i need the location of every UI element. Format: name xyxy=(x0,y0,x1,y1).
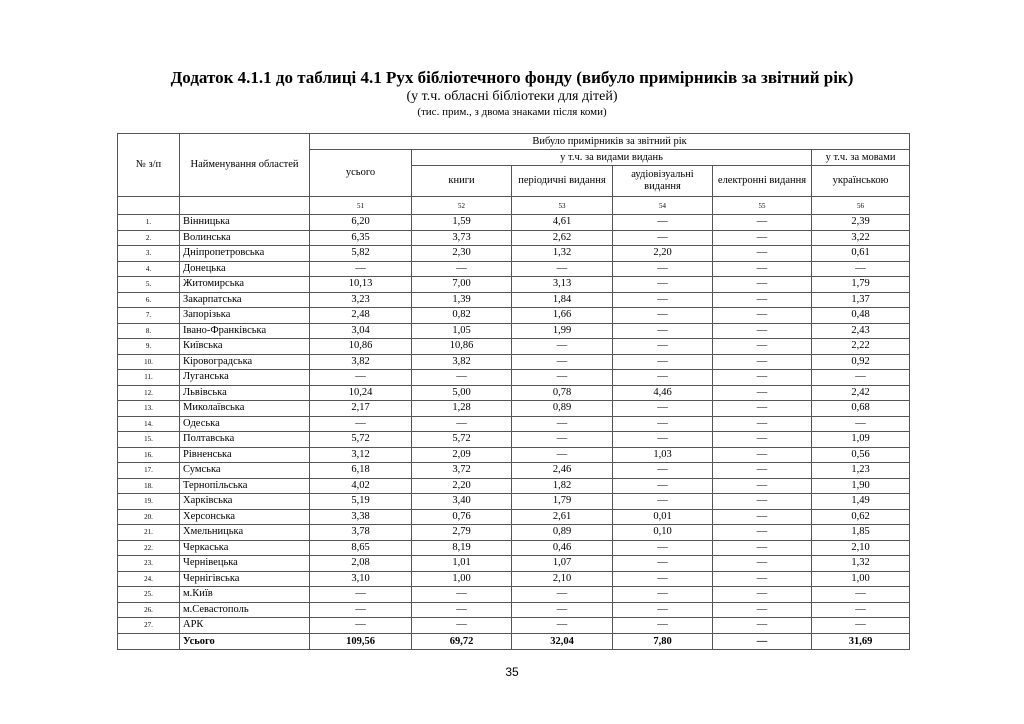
value-cell: — xyxy=(713,494,812,510)
value-cell: 1,82 xyxy=(512,478,613,494)
row-number: 14. xyxy=(118,416,180,432)
table-row xyxy=(118,509,910,525)
region-name: Закарпатська xyxy=(180,292,310,308)
value-cell: — xyxy=(613,494,713,510)
value-cell: — xyxy=(613,370,713,386)
value-cell: — xyxy=(613,292,713,308)
col-number: 54 xyxy=(613,197,713,215)
col-number-empty xyxy=(118,197,180,215)
row-number: 1. xyxy=(118,215,180,231)
value-cell: 1,85 xyxy=(812,525,910,541)
value-cell: 4,02 xyxy=(310,478,412,494)
col-number: 56 xyxy=(812,197,910,215)
value-cell: — xyxy=(412,618,512,634)
region-name: Кіровоградська xyxy=(180,354,310,370)
row-number: 20. xyxy=(118,509,180,525)
value-cell: 0,78 xyxy=(512,385,613,401)
value-cell: 2,79 xyxy=(412,525,512,541)
region-name: Вінницька xyxy=(180,215,310,231)
row-number: 9. xyxy=(118,339,180,355)
value-cell: — xyxy=(512,370,613,386)
row-number: 15. xyxy=(118,432,180,448)
value-cell: 0,01 xyxy=(613,509,713,525)
value-cell: 1,32 xyxy=(812,556,910,572)
value-cell: 3,40 xyxy=(412,494,512,510)
value-cell: — xyxy=(512,416,613,432)
row-number: 18. xyxy=(118,478,180,494)
row-number: 12. xyxy=(118,385,180,401)
value-cell: 1,00 xyxy=(812,571,910,587)
value-cell: 3,13 xyxy=(512,277,613,293)
value-cell: 3,82 xyxy=(310,354,412,370)
value-cell: — xyxy=(713,416,812,432)
region-name: Полтавська xyxy=(180,432,310,448)
row-number: 13. xyxy=(118,401,180,417)
region-name: Рівненська xyxy=(180,447,310,463)
table-row xyxy=(118,571,910,587)
value-cell: — xyxy=(613,277,713,293)
region-name: Чернівецька xyxy=(180,556,310,572)
value-cell: 0,46 xyxy=(512,540,613,556)
value-cell: 1,84 xyxy=(512,292,613,308)
table-row xyxy=(118,540,910,556)
document-subtitle: (у т.ч. обласні бібліотеки для дітей) xyxy=(406,89,618,104)
header-electronic: електронні видання xyxy=(713,166,812,197)
table-row xyxy=(118,323,910,339)
value-cell: 10,86 xyxy=(412,339,512,355)
value-cell: 8,65 xyxy=(310,540,412,556)
table-body xyxy=(118,215,910,650)
value-cell: — xyxy=(512,261,613,277)
value-cell: 0,76 xyxy=(412,509,512,525)
table-row xyxy=(118,587,910,603)
region-name: Волинська xyxy=(180,230,310,246)
row-number: 5. xyxy=(118,277,180,293)
table-row xyxy=(118,370,910,386)
table-row xyxy=(118,416,910,432)
value-cell: — xyxy=(613,416,713,432)
value-cell: — xyxy=(613,540,713,556)
value-cell: — xyxy=(613,478,713,494)
table-row xyxy=(118,602,910,618)
value-cell: — xyxy=(812,416,910,432)
value-cell: 1,49 xyxy=(812,494,910,510)
value-cell: — xyxy=(613,602,713,618)
region-name: Львівська xyxy=(180,385,310,401)
total-value-cell: 32,04 xyxy=(512,633,613,649)
units-note: (тис. прим., з двома знаками після коми) xyxy=(417,106,607,118)
row-number: 24. xyxy=(118,571,180,587)
value-cell: 1,28 xyxy=(412,401,512,417)
value-cell: 0,61 xyxy=(812,246,910,262)
total-row xyxy=(118,633,910,649)
value-cell: 1,01 xyxy=(412,556,512,572)
value-cell: 0,62 xyxy=(812,509,910,525)
total-value-cell: 7,80 xyxy=(613,633,713,649)
value-cell: 1,79 xyxy=(812,277,910,293)
value-cell: — xyxy=(713,215,812,231)
value-cell: — xyxy=(613,354,713,370)
value-cell: — xyxy=(512,432,613,448)
row-number: 3. xyxy=(118,246,180,262)
value-cell: 0,48 xyxy=(812,308,910,324)
header-total: усього xyxy=(310,150,412,197)
row-number: 19. xyxy=(118,494,180,510)
table-row xyxy=(118,556,910,572)
value-cell: 0,56 xyxy=(812,447,910,463)
value-cell: 3,82 xyxy=(412,354,512,370)
value-cell: 2,30 xyxy=(412,246,512,262)
value-cell: — xyxy=(512,339,613,355)
value-cell: 0,82 xyxy=(412,308,512,324)
value-cell: — xyxy=(512,618,613,634)
row-number: 16. xyxy=(118,447,180,463)
total-value-cell: 31,69 xyxy=(812,633,910,649)
value-cell: — xyxy=(412,602,512,618)
header-num: № з/п xyxy=(118,134,180,197)
value-cell: — xyxy=(613,261,713,277)
table-row xyxy=(118,463,910,479)
region-name: Сумська xyxy=(180,463,310,479)
value-cell: — xyxy=(713,602,812,618)
value-cell: — xyxy=(512,602,613,618)
value-cell: 1,09 xyxy=(812,432,910,448)
value-cell: 3,12 xyxy=(310,447,412,463)
table-row xyxy=(118,230,910,246)
value-cell: — xyxy=(713,401,812,417)
value-cell: — xyxy=(713,339,812,355)
value-cell: 2,20 xyxy=(412,478,512,494)
value-cell: — xyxy=(613,401,713,417)
header-periodicals: періодичні видання xyxy=(512,166,613,197)
value-cell: 0,89 xyxy=(512,525,613,541)
value-cell: — xyxy=(713,277,812,293)
value-cell: 2,48 xyxy=(310,308,412,324)
value-cell: 1,07 xyxy=(512,556,613,572)
region-name: Житомирська xyxy=(180,277,310,293)
table-row xyxy=(118,246,910,262)
row-number: 10. xyxy=(118,354,180,370)
value-cell: — xyxy=(613,323,713,339)
value-cell: — xyxy=(713,385,812,401)
region-name: Дніпропетровська xyxy=(180,246,310,262)
header-books: книги xyxy=(412,166,512,197)
value-cell: — xyxy=(713,478,812,494)
region-name: Чернігівська xyxy=(180,571,310,587)
value-cell: — xyxy=(512,587,613,603)
value-cell: — xyxy=(613,463,713,479)
value-cell: 5,00 xyxy=(412,385,512,401)
value-cell: — xyxy=(713,540,812,556)
total-value-cell: — xyxy=(713,633,812,649)
row-number: 6. xyxy=(118,292,180,308)
region-name: Запорізька xyxy=(180,308,310,324)
region-name: Миколаївська xyxy=(180,401,310,417)
region-name: Черкаська xyxy=(180,540,310,556)
value-cell: — xyxy=(713,246,812,262)
value-cell: — xyxy=(310,370,412,386)
value-cell: — xyxy=(310,602,412,618)
value-cell: 2,22 xyxy=(812,339,910,355)
region-name: м.Київ xyxy=(180,587,310,603)
table-row xyxy=(118,447,910,463)
col-number: 51 xyxy=(310,197,412,215)
value-cell: 1,99 xyxy=(512,323,613,339)
library-fund-table xyxy=(117,133,910,650)
value-cell: — xyxy=(713,525,812,541)
value-cell: — xyxy=(713,354,812,370)
value-cell: 2,42 xyxy=(812,385,910,401)
value-cell: 2,10 xyxy=(512,571,613,587)
value-cell: 3,10 xyxy=(310,571,412,587)
value-cell: 6,18 xyxy=(310,463,412,479)
col-number: 55 xyxy=(713,197,812,215)
header-name: Найменування областей xyxy=(180,134,310,197)
value-cell: 1,66 xyxy=(512,308,613,324)
value-cell: 2,17 xyxy=(310,401,412,417)
value-cell: — xyxy=(713,261,812,277)
page-number: 35 xyxy=(505,665,519,679)
value-cell: — xyxy=(713,509,812,525)
value-cell: — xyxy=(412,416,512,432)
region-name: Київська xyxy=(180,339,310,355)
value-cell: 5,72 xyxy=(412,432,512,448)
value-cell: 5,72 xyxy=(310,432,412,448)
value-cell: — xyxy=(310,416,412,432)
value-cell: — xyxy=(713,587,812,603)
header-by-lang: у т.ч. за мовами xyxy=(812,150,910,166)
table-row xyxy=(118,292,910,308)
row-number: 22. xyxy=(118,540,180,556)
value-cell: 3,78 xyxy=(310,525,412,541)
table-row xyxy=(118,277,910,293)
row-number: 2. xyxy=(118,230,180,246)
value-cell: 4,46 xyxy=(613,385,713,401)
value-cell: 5,19 xyxy=(310,494,412,510)
header-by-type: у т.ч. за видами видань xyxy=(412,150,812,166)
value-cell: 1,79 xyxy=(512,494,613,510)
value-cell: 1,05 xyxy=(412,323,512,339)
value-cell: 6,35 xyxy=(310,230,412,246)
value-cell: — xyxy=(613,215,713,231)
value-cell: 0,89 xyxy=(512,401,613,417)
table-row xyxy=(118,354,910,370)
value-cell: — xyxy=(713,230,812,246)
value-cell: — xyxy=(310,261,412,277)
region-name: Донецька xyxy=(180,261,310,277)
value-cell: — xyxy=(412,587,512,603)
row-number: 25. xyxy=(118,587,180,603)
value-cell: 2,08 xyxy=(310,556,412,572)
value-cell: 2,46 xyxy=(512,463,613,479)
value-cell: 1,39 xyxy=(412,292,512,308)
value-cell: 0,92 xyxy=(812,354,910,370)
value-cell: — xyxy=(713,432,812,448)
value-cell: 6,20 xyxy=(310,215,412,231)
value-cell: 10,86 xyxy=(310,339,412,355)
value-cell: — xyxy=(412,370,512,386)
value-cell: 10,13 xyxy=(310,277,412,293)
header-audiovisual: аудіовізуальні видання xyxy=(613,166,713,197)
value-cell: — xyxy=(613,618,713,634)
value-cell: — xyxy=(310,618,412,634)
value-cell: 2,39 xyxy=(812,215,910,231)
value-cell: 1,23 xyxy=(812,463,910,479)
total-num-empty xyxy=(118,633,180,649)
value-cell: 1,90 xyxy=(812,478,910,494)
value-cell: 3,23 xyxy=(310,292,412,308)
table-row xyxy=(118,308,910,324)
row-number: 11. xyxy=(118,370,180,386)
region-name: Тернопільська xyxy=(180,478,310,494)
table-row xyxy=(118,401,910,417)
value-cell: — xyxy=(812,602,910,618)
header-ukrainian: українською xyxy=(812,166,910,197)
value-cell: — xyxy=(613,587,713,603)
col-number-empty xyxy=(180,197,310,215)
region-name: м.Севастополь xyxy=(180,602,310,618)
value-cell: — xyxy=(613,556,713,572)
value-cell: 2,09 xyxy=(412,447,512,463)
value-cell: 1,00 xyxy=(412,571,512,587)
value-cell: — xyxy=(713,571,812,587)
table-row xyxy=(118,478,910,494)
table-row xyxy=(118,494,910,510)
value-cell: 1,03 xyxy=(613,447,713,463)
region-name: Одеська xyxy=(180,416,310,432)
value-cell: — xyxy=(713,292,812,308)
table-row xyxy=(118,339,910,355)
value-cell: 0,68 xyxy=(812,401,910,417)
value-cell: 1,37 xyxy=(812,292,910,308)
value-cell: 3,22 xyxy=(812,230,910,246)
row-number: 21. xyxy=(118,525,180,541)
value-cell: — xyxy=(713,370,812,386)
row-number: 7. xyxy=(118,308,180,324)
document-title: Додаток 4.1.1 до таблиці 4.1 Рух бібліотечного фонду (вибуло примірників за звітний рік) xyxy=(170,68,854,87)
value-cell: 2,43 xyxy=(812,323,910,339)
value-cell: — xyxy=(713,618,812,634)
value-cell: — xyxy=(613,339,713,355)
region-name: Херсонська xyxy=(180,509,310,525)
table-row xyxy=(118,215,910,231)
value-cell: — xyxy=(812,587,910,603)
row-number: 27. xyxy=(118,618,180,634)
value-cell: 2,62 xyxy=(512,230,613,246)
header-group: Вибуло примірників за звітний рік xyxy=(310,134,910,150)
region-name: Хмельницька xyxy=(180,525,310,541)
value-cell: — xyxy=(812,370,910,386)
value-cell: — xyxy=(613,230,713,246)
value-cell: — xyxy=(613,432,713,448)
table-row xyxy=(118,385,910,401)
col-number: 52 xyxy=(412,197,512,215)
region-name: Харківська xyxy=(180,494,310,510)
value-cell: — xyxy=(512,354,613,370)
row-number: 8. xyxy=(118,323,180,339)
table-row xyxy=(118,432,910,448)
value-cell: 3,04 xyxy=(310,323,412,339)
row-number: 23. xyxy=(118,556,180,572)
table-row xyxy=(118,261,910,277)
value-cell: 3,73 xyxy=(412,230,512,246)
value-cell: 1,59 xyxy=(412,215,512,231)
value-cell: 8,19 xyxy=(412,540,512,556)
row-number: 17. xyxy=(118,463,180,479)
table-row xyxy=(118,525,910,541)
value-cell: — xyxy=(812,261,910,277)
value-cell: — xyxy=(613,571,713,587)
total-value-cell: 69,72 xyxy=(412,633,512,649)
value-cell: 5,82 xyxy=(310,246,412,262)
value-cell: 2,61 xyxy=(512,509,613,525)
total-label: Усього xyxy=(180,633,310,649)
total-value-cell: 109,56 xyxy=(310,633,412,649)
value-cell: 3,72 xyxy=(412,463,512,479)
value-cell: — xyxy=(310,587,412,603)
value-cell: — xyxy=(412,261,512,277)
region-name: Луганська xyxy=(180,370,310,386)
table-row xyxy=(118,618,910,634)
value-cell: 4,61 xyxy=(512,215,613,231)
value-cell: — xyxy=(812,618,910,634)
value-cell: — xyxy=(713,447,812,463)
value-cell: — xyxy=(512,447,613,463)
value-cell: — xyxy=(713,463,812,479)
value-cell: 1,32 xyxy=(512,246,613,262)
row-number: 4. xyxy=(118,261,180,277)
region-name: АРК xyxy=(180,618,310,634)
value-cell: — xyxy=(713,323,812,339)
value-cell: 3,38 xyxy=(310,509,412,525)
value-cell: — xyxy=(713,556,812,572)
value-cell: 10,24 xyxy=(310,385,412,401)
value-cell: — xyxy=(713,308,812,324)
value-cell: 7,00 xyxy=(412,277,512,293)
value-cell: — xyxy=(613,308,713,324)
value-cell: 2,20 xyxy=(613,246,713,262)
row-number: 26. xyxy=(118,602,180,618)
value-cell: 0,10 xyxy=(613,525,713,541)
value-cell: 2,10 xyxy=(812,540,910,556)
col-number: 53 xyxy=(512,197,613,215)
region-name: Івано-Франківська xyxy=(180,323,310,339)
